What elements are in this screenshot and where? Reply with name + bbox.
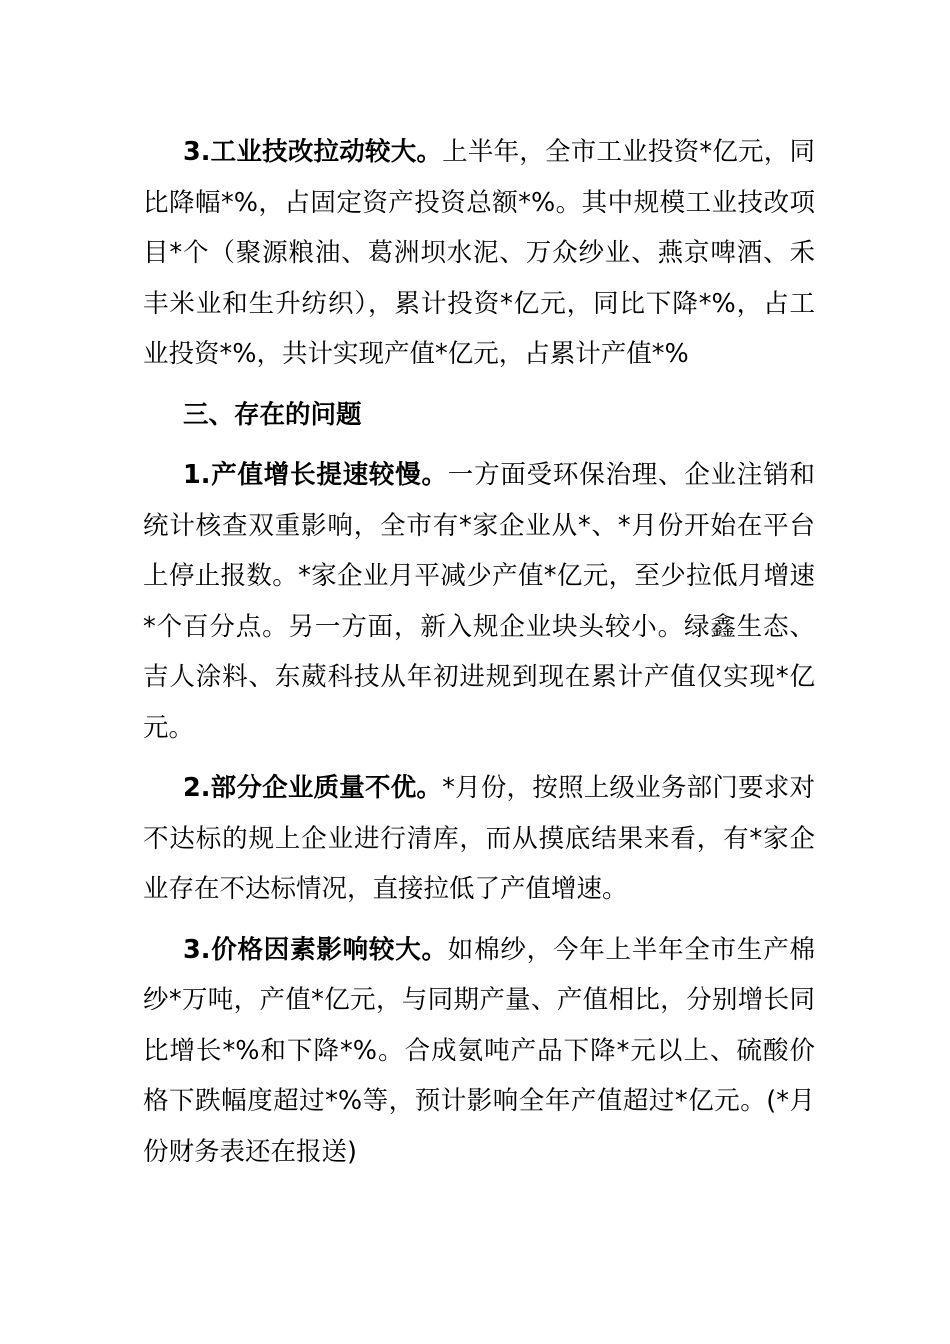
issue-lead: 3.价格因素影响较大。 <box>183 934 448 965</box>
section-heading: 三、存在的问题 <box>183 399 362 430</box>
issue-text: 一方面受环保治理、企业注销和统计核查双重影响，全市有*家企业从*、*月份开始在平台上停止报数。*家企业月平减少产值*亿元，至少拉低月增速*个百分点。另一方面，新入规企业块头较小。绿鑫生态、吉人涂料、东葳科技从年初进规到现在累计产值仅实现*亿元。 <box>143 460 815 743</box>
paragraph-lead: 3.工业技改拉动较大。 <box>183 137 443 167</box>
issue-text: *月份，按照上级业务部门要求对不达标的规上企业进行清库，而从摸底结果来看，有*家企业存在不达标情况，直接拉低了产值增速。 <box>143 773 815 904</box>
paragraph-text: 上半年，全市工业投资*亿元，同比降幅*%，占固定资产投资总额*%。其中规模工业技改项目*个（聚源粮油、葛洲坝水泥、万众纱业、燕京啤酒、禾丰米业和生升纺织），累计投资*亿元，同比下降*%，占工业投资*%，共计实现产值*亿元，占累计产值*% <box>143 137 815 369</box>
issue-lead: 2.部分企业质量不优。 <box>183 773 443 803</box>
paragraph-industrial-tech-upgrade <box>143 127 815 380</box>
document-body <box>143 127 815 1187</box>
issue-output-growth <box>143 450 815 753</box>
issue-lead: 1.产值增长提速较慢。 <box>183 460 448 490</box>
issue-enterprise-quality <box>143 763 815 915</box>
issue-price-factors <box>143 925 815 1178</box>
issue-text: 如棉纱，今年上半年全市生产棉纱*万吨，产值*亿元，与同期产量、产值相比，分别增长同比增长*%和下降*%。合成氨吨产品下降*元以上、硫酸价格下跌幅度超过*%等，预计影响全年产值超过*亿元。(*月份财务表还在报送) <box>143 934 815 1167</box>
